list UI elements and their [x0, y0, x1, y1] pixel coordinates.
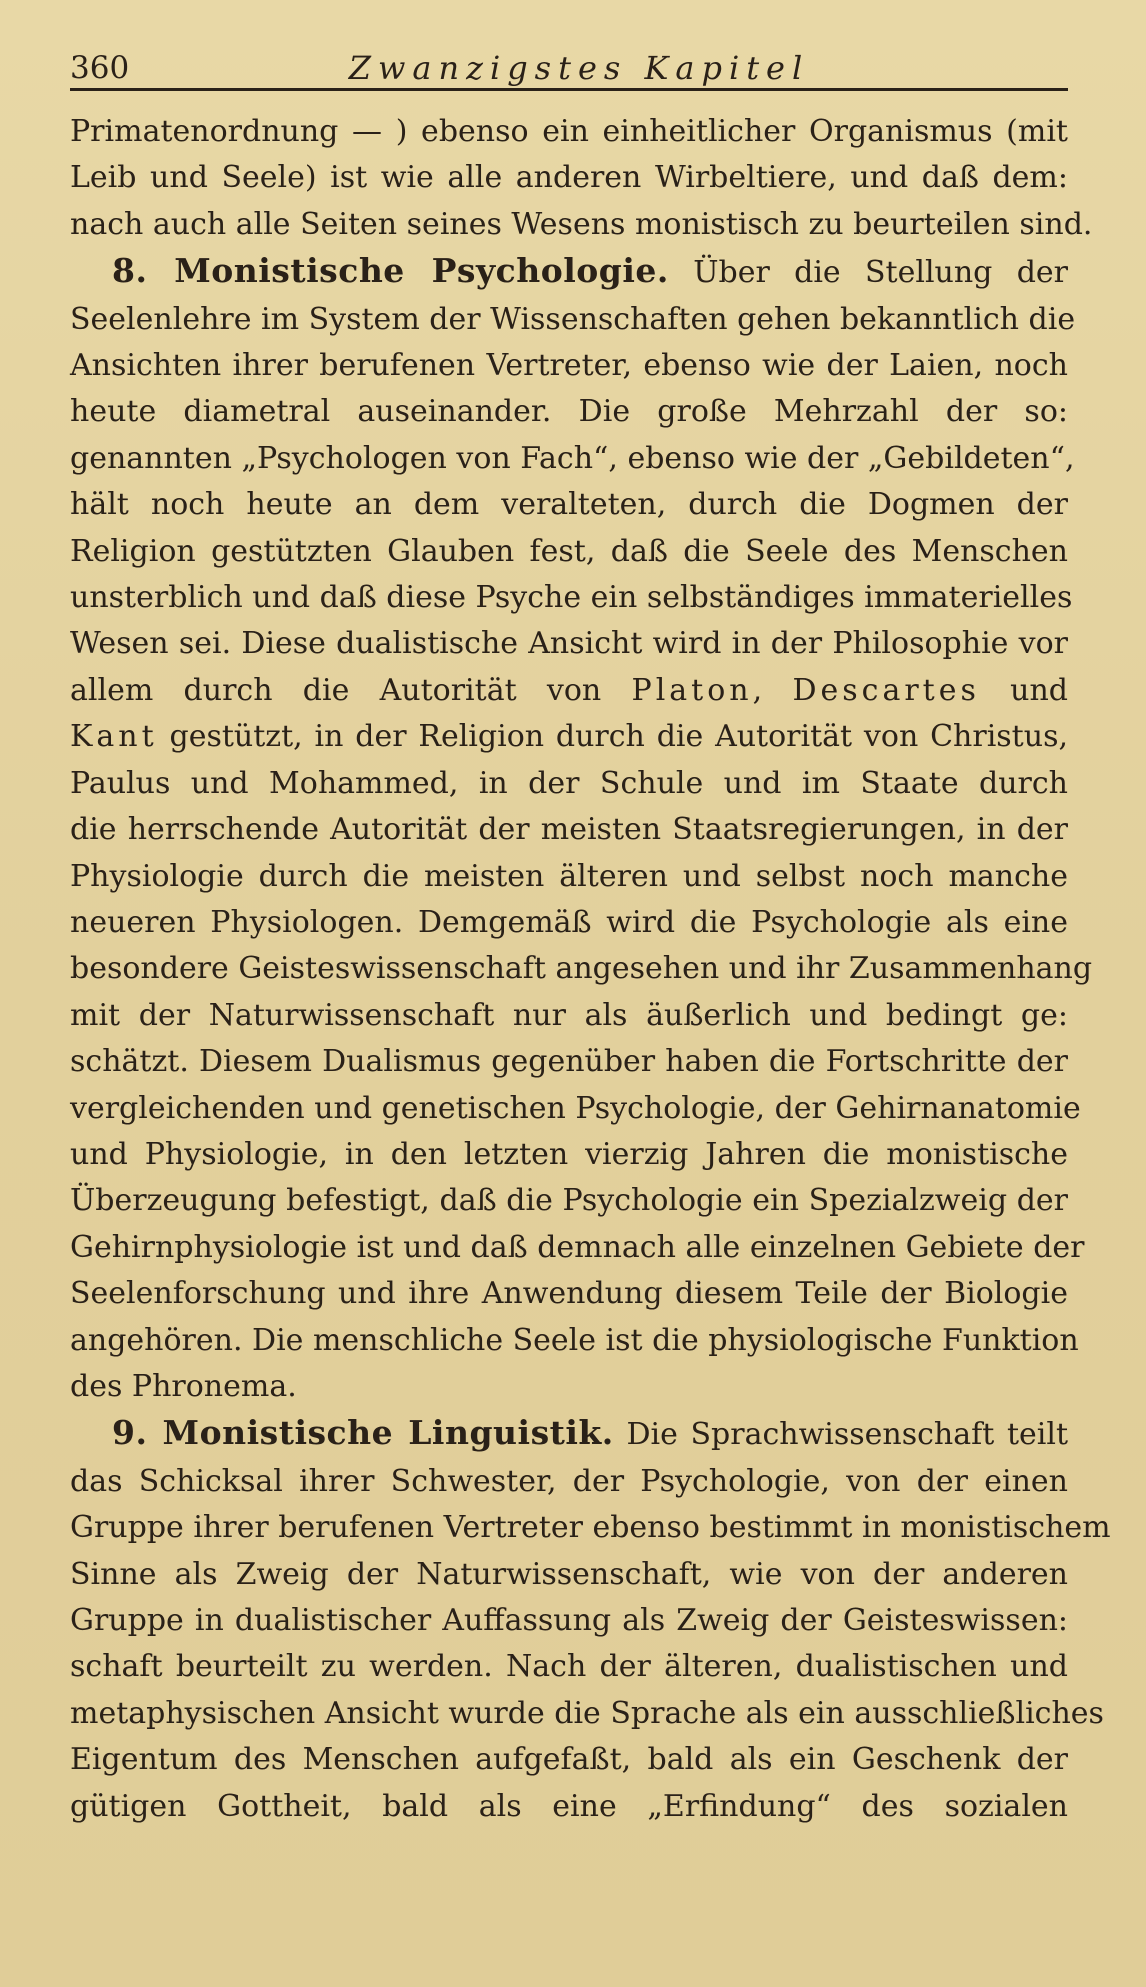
running-head: Zwanzigstes Kapitel [348, 49, 810, 87]
section-heading-8: 8. Monistische Psychologie. [112, 251, 669, 291]
text-line: Paulus und Mohammed, in der Schule und im Staate durch [70, 765, 1068, 801]
body-text [70, 109, 1111, 1830]
section-8-first-line [70, 248, 1068, 296]
text-line: schätzt. Diesem Dualismus gegenüber haben die Fortschritte der [70, 1044, 1068, 1080]
section-heading-9: 9. Monistische Linguistik. [112, 1413, 614, 1453]
text-fragment: gestützt, in der Religion durch die Autorität von Christus, [157, 719, 1068, 755]
text-line: Gruppe in dualistischer Auffassung als Zweig der Geisteswissen: [70, 1603, 1068, 1638]
section-9-first-line [70, 1410, 1068, 1458]
text-line-kant [70, 714, 1068, 760]
name-kant: Kant [70, 719, 158, 755]
text-line: Wesen sei. Diese dualistische Ansicht wird in der Philosophie vor [70, 626, 1068, 662]
text-line: und Physiologie, in den letzten vierzig Jahren die monistische [70, 1136, 1068, 1172]
text-line: Gehirnphysiologie ist und daß demnach alle einzelnen Gebiete der [70, 1229, 1085, 1265]
text-line: Gruppe ihrer berufenen Vertreter ebenso bestimmt in monistischem [70, 1510, 1111, 1546]
text-line: Primatenordnung — ) ebenso ein einheitlicher Organismus (mit [70, 114, 1068, 149]
text-line: schaft beurteilt zu werden. Nach der älteren, dualistischen und [70, 1649, 1068, 1685]
text-line: vergleichenden und genetischen Psychologie, der Gehirnanatomie [70, 1090, 1081, 1126]
text-line: genannten „Psychologen von Fach“, ebenso wie der „Gebildeten“, [70, 440, 1075, 476]
page-header [70, 40, 1068, 91]
text-line: angehören. Die menschliche Seele ist die physiologische Funktion [70, 1322, 1079, 1358]
text-line: Seelenlehre im System der Wissenschaften gehen bekanntlich die [70, 301, 1076, 337]
text-line: Religion gestützten Glauben fest, daß die Seele des Menschen [70, 533, 1068, 569]
text-line: Seelenforschung und ihre Anwendung diesem Teile der Biologie [70, 1276, 1068, 1312]
text-line: das Schicksal ihrer Schwester, der Psychologie, von der einen [70, 1463, 1068, 1499]
text-fragment: und [979, 672, 1068, 708]
text-line: Überzeugung befestigt, daß die Psychologie ein Spezialzweig der [70, 1183, 1068, 1219]
text-line: Sinne als Zweig der Naturwissenschaft, wie von der anderen [70, 1556, 1068, 1592]
name-platon: Platon [631, 672, 753, 708]
text-line: metaphysischen Ansicht wurde die Sprache als ein ausschließliches [70, 1695, 1104, 1731]
text-line: Über die Stellung der [693, 255, 1068, 291]
text-fragment: allem durch die Autorität von [70, 672, 602, 708]
text-line: gütigen Gottheit, bald als eine „Erfindung“ des sozialen [70, 1788, 1068, 1824]
text-line: Leib und Seele) ist wie alle anderen Wirbeltiere, und daß dem: [70, 160, 1068, 196]
text-line: des Phronema. [70, 1368, 297, 1404]
text-line: Physiologie durch die meisten älteren und selbst noch manche [70, 858, 1068, 894]
text-line: unsterblich und daß diese Psyche ein selbständiges immaterielles [70, 580, 1073, 616]
name-descartes: Descartes [792, 672, 980, 708]
text-line: Ansichten ihrer berufenen Vertreter, ebenso wie der Laien, noch [70, 348, 1068, 384]
text-line: Die Sprachwissenschaft teilt [626, 1417, 1068, 1453]
text-line: neueren Physiologen. Demgemäß wird die Psychologie als eine [70, 904, 1068, 940]
text-line: nach auch alle Seiten seines Wesens monistisch zu beurteilen sind. [70, 206, 1093, 242]
text-line: Eigentum des Menschen aufgefaßt, bald als ein Geschenk der [70, 1742, 1068, 1778]
page-number: 360 [70, 50, 130, 86]
text-line: mit der Naturwissenschaft nur als äußerlich und bedingt ge: [70, 997, 1068, 1033]
text-line: die herrschende Autorität der meisten Staatsregierungen, in der [70, 812, 1068, 848]
text-fragment: , [752, 672, 793, 708]
text-line: heute diametral auseinander. Die große Mehrzahl der so: [70, 394, 1068, 430]
text-line: hält noch heute an dem veralteten, durch die Dogmen der [70, 487, 1068, 523]
text-line-authorities [70, 668, 1068, 714]
text-line: besondere Geisteswissenschaft angesehen und ihr Zusammenhang [70, 951, 1093, 987]
